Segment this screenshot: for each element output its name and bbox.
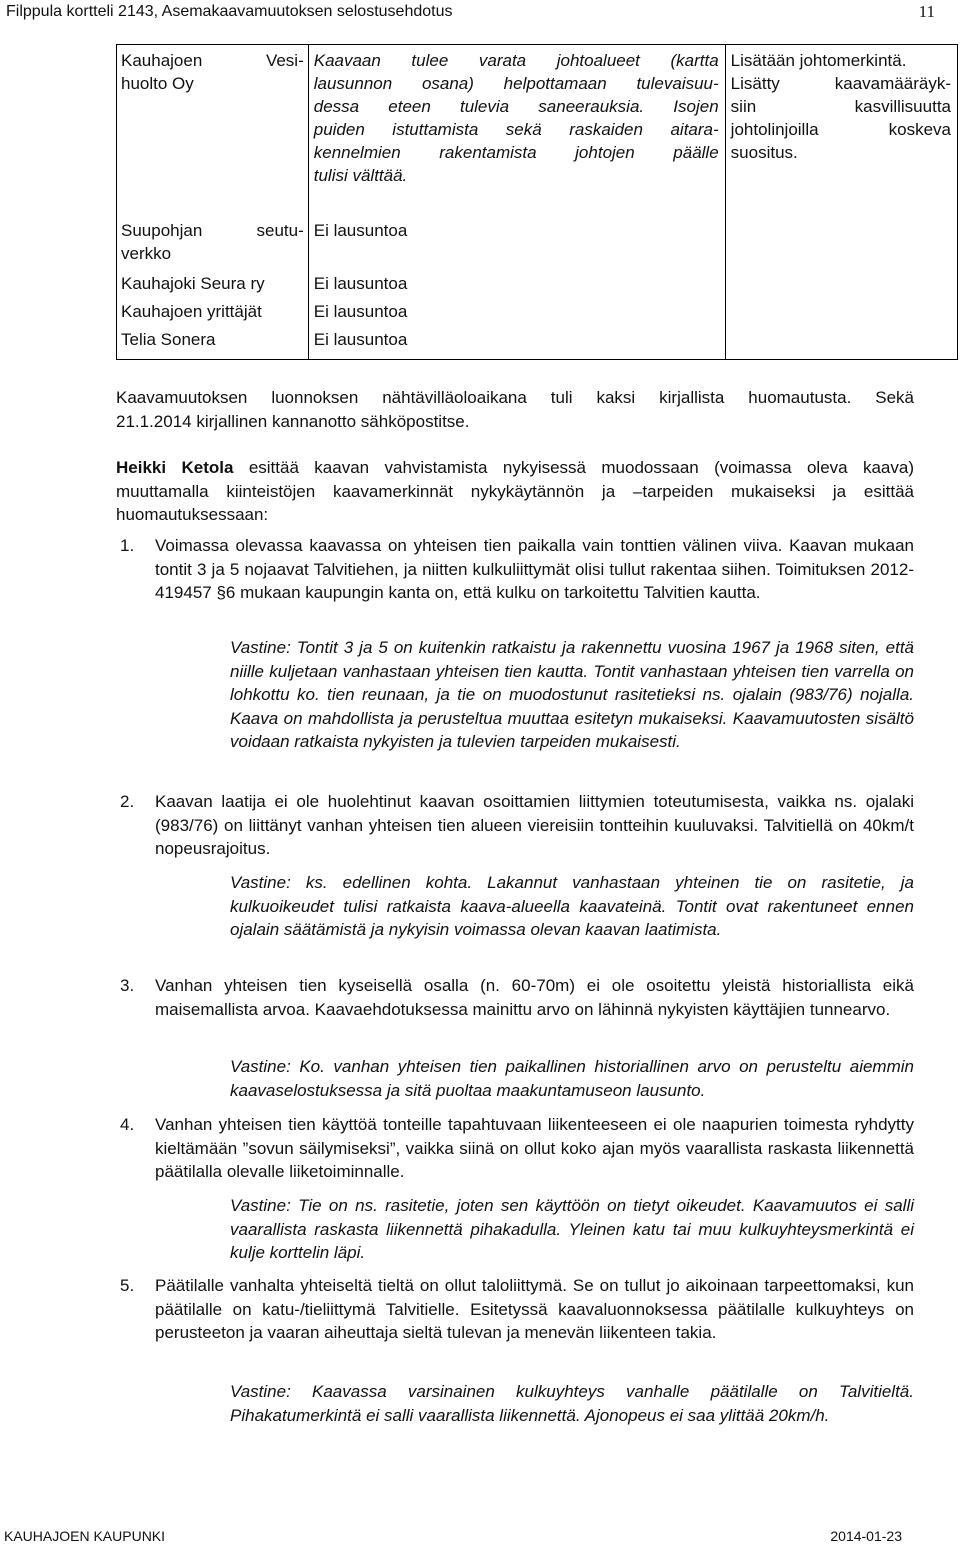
list-item: 2. Kaavan laatija ei ole huolehtinut kaavan osoittamien liittymien toteutumisesta, vaikka ns. ojalaki (983/76) on liittänyt vanhan yhteisen tien alueen viereisiin tontteihin kuuluvaksi. Talvitiellä on 40km/t nopeusrajoitus.: [120, 792, 914, 858]
footer-date: 2014-01-23: [830, 1528, 902, 1544]
organization-telia: Telia Sonera: [121, 330, 216, 349]
response-column: [725, 45, 957, 360]
organization-vesihuolto: Kauhajoen Vesi- huolto Oy: [121, 51, 304, 93]
reply-paragraph: Vastine: ks. edellinen kohta. Lakannut vanhastaan yhteinen tie on rasitetie, ja kulkuoikeudet tulisi ratkaista kaava-alueella kaavateinä. Tontit ovat rakentuneet ennen ojalain säätämistä ja nykyisin voimassa olevan kaavan laatimista.: [230, 873, 914, 939]
no-statement: Ei lausuntoa: [313, 330, 408, 349]
organization-column: [117, 45, 309, 360]
heikki-paragraph: Heikki Ketola esittää kaavan vahvistamista nykyisessä muodossaan (voimassa oleva kaava) muuttamalla kiinteistöjen kaavamerkinnät nykykäytännön ja –tarpeiden mukaiseksi ja esittää huomautuksessaan:: [116, 458, 915, 524]
reply-paragraph: Vastine: Kaavassa varsinainen kulkuyhteys vanhalle päätilalle on Talvitieltä. Pihakatumerkintä ei salli vaarallista liikennettä. Ajonopeus ei saa ylittää 20km/h.: [230, 1382, 914, 1425]
document-title: Filppula kortteli 2143, Asemakaavamuutoksen selostusehdotus: [6, 3, 453, 20]
page-header: [0, 0, 960, 24]
organization-seutuverkko: Suupohjan seutu- verkko: [121, 221, 304, 263]
footer-organization: KAUHAJOEN KAUPUNKI: [4, 1528, 166, 1544]
organization-yrittajat: Kauhajoen yrittäjät: [121, 302, 262, 321]
page-footer: [0, 1528, 960, 1548]
no-statement: Ei lausuntoa: [313, 274, 408, 293]
intro-paragraph: Kaavamuutoksen luonnoksen nähtävilläoloaikana tuli kaksi kirjallista huomautusta. Sekä 21.1.2014 kirjallinen kannanotto sähköpostitse.: [116, 388, 914, 431]
no-statement: Ei lausuntoa: [313, 302, 408, 321]
statement-text: Kaavaan tulee varata johtoalueet (kartta lausunnon osana) helpottamaan tulevaisuu- dessa eteen tulevia saneerauksia. Isojen puiden istuttamista sekä raskaiden aitara- kennelmien rakentamista johtojen päälle tulisi välttää.: [313, 51, 719, 185]
response-text: Lisätään johtomerkintä. Lisätty kaavamääräyk- siin kasvillisuutta johtolinjoilla koskeva suositus.: [730, 51, 951, 162]
reply-paragraph: Vastine: Ko. vanhan yhteisen tien paikallinen historiallinen arvo on perusteltu aiemmin kaavaselostuksessa ja sitä puoltaa maakuntamuseon lausunto.: [230, 1057, 914, 1100]
no-statement: Ei lausuntoa: [313, 221, 408, 240]
statements-table: [116, 44, 958, 360]
reply-paragraph: Vastine: Tontit 3 ja 5 on kuitenkin ratkaistu ja rakennettu vuosina 1967 ja 1968 siten, että niille kuljetaan vanhastaan yhteisen tien kautta. Tontit vanhastaan yhteisen tien varrella on lohkottu ko. tien reunaan, ja tie on muodostunut rasitetieksi ns. ojalain (983/76) nojalla. Kaava on mahdollista ja perusteltua muuttaa esitetyn mukaiseksi. Kaavamuutosten sisältö voidaan ratkaista nykyisten ja tulevien tarpeiden mukaisesti.: [230, 638, 914, 751]
list-item: 5. Päätilalle vanhalta yhteiseltä tieltä on ollut taloliittymä. Se on tullut jo aikoinaan tarpeettomaksi, kun päätilalle on katu-/tieliittymä Talvitielle. Esitetyssä kaavaluonnoksessa päätilalle kulkuyhteys on perusteeton ja vaaran aiheuttaja sieltä tulevan ja menevän liikenteen takia.: [120, 1276, 914, 1342]
statement-column: [308, 45, 725, 360]
list-item: 3. Vanhan yhteisen tien kyseisellä osalla (n. 60-70m) ei ole osoitettu yleistä historiallista eikä maisemallista arvoa. Kaavaehdotuksessa mainittu arvo on lähinnä nykyisten käyttäjien tunnearvo.: [120, 976, 914, 1019]
heikki-name: Heikki Ketola: [116, 458, 234, 477]
page-number: 11: [918, 2, 935, 21]
reply-paragraph: Vastine: Tie on ns. rasitetie, joten sen käyttöön on tietyt oikeudet. Kaavamuutos ei salli vaarallista raskasta liikennettä pihakadulla. Yleinen katu tai muu kulkuyhteysmerkintä ei kulje korttelin läpi.: [230, 1196, 914, 1262]
table-row: [117, 45, 958, 360]
organization-seura: Kauhajoki Seura ry: [121, 274, 265, 293]
list-item: 1. Voimassa olevassa kaavassa on yhteisen tien paikalla vain tonttien välinen viiva. Kaavan mukaan tontit 3 ja 5 nojaavat Talvitiehen, ja niitten kulkuliittymät olisi tullut rakentaa siihen. Toimituksen 2012-419457 §6 mukaan kaupungin kanta on, että kulku on tarkoitettu Talvitien kautta.: [120, 536, 914, 602]
list-item: 4. Vanhan yhteisen tien käyttöä tonteille tapahtuvaan liikenteeseen ei ole naapurien toimesta ryhdytty kieltämään ”sovun säilymiseksi”, vaikka siinä on ollut koko ajan myös vaarallista raskasta liikennettä päätilalla olevalle liiketoiminnalle.: [120, 1115, 914, 1181]
